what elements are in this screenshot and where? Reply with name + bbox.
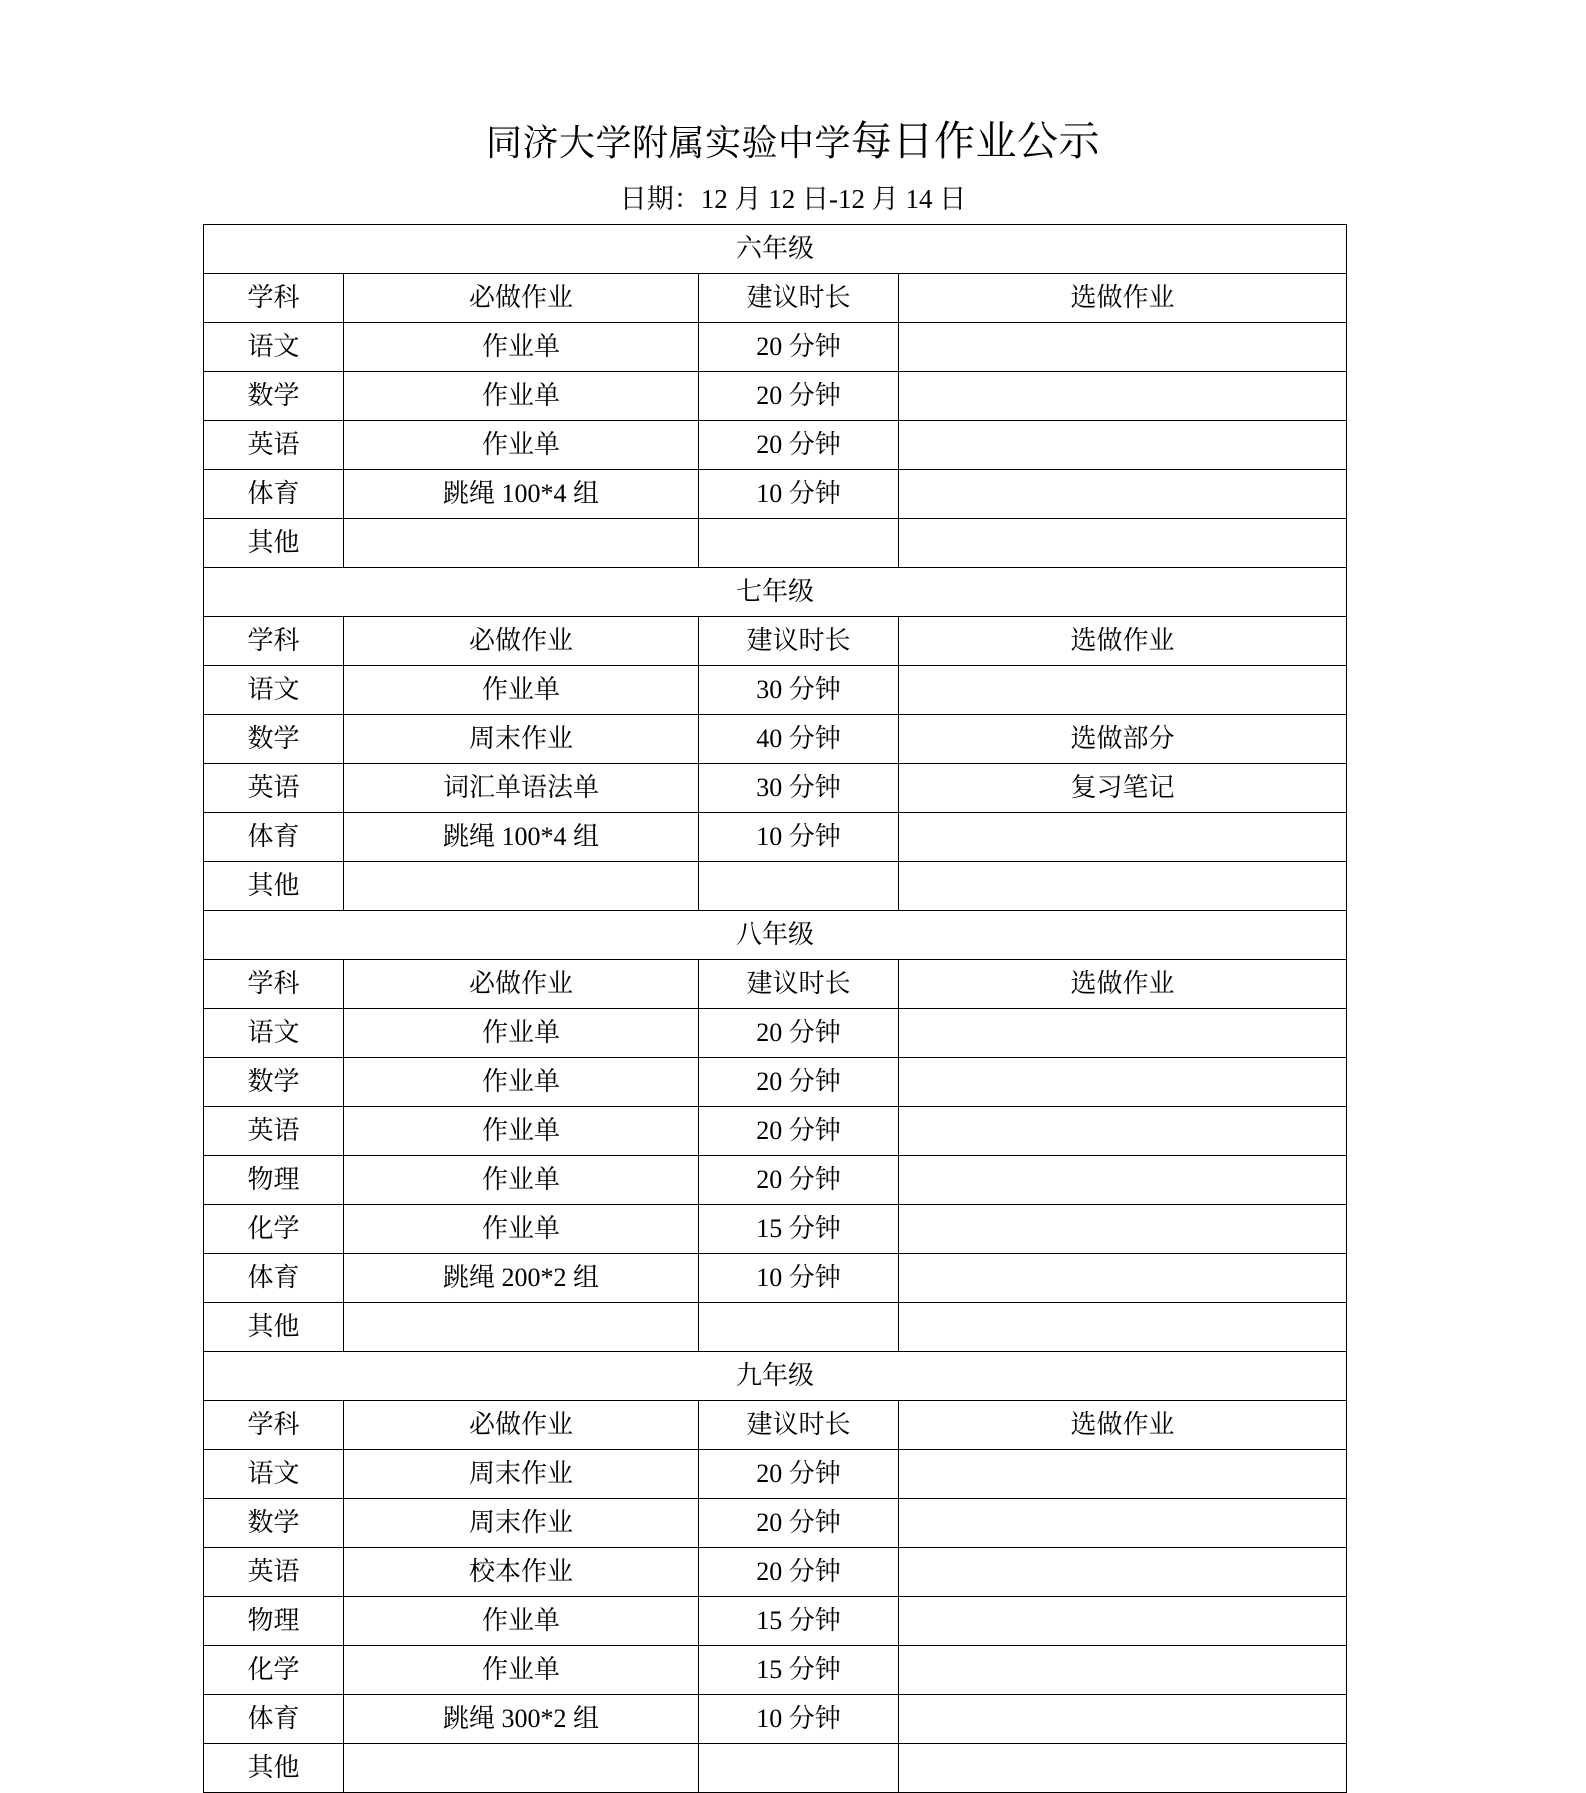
cell-optional: 复习笔记 xyxy=(899,764,1347,813)
cell-optional xyxy=(899,1744,1347,1793)
cell-duration: 40 分钟 xyxy=(699,715,899,764)
cell-duration: 30 分钟 xyxy=(699,764,899,813)
cell-subject: 英语 xyxy=(204,1107,344,1156)
cell-required: 作业单 xyxy=(344,323,699,372)
column-header-optional: 选做作业 xyxy=(899,1401,1347,1450)
cell-subject: 数学 xyxy=(204,1499,344,1548)
cell-subject: 其他 xyxy=(204,1744,344,1793)
cell-duration xyxy=(699,519,899,568)
table-row xyxy=(204,1058,1347,1107)
table-row xyxy=(204,1009,1347,1058)
cell-duration: 20 分钟 xyxy=(699,1156,899,1205)
cell-required: 跳绳 100*4 组 xyxy=(344,470,699,519)
cell-optional xyxy=(899,1058,1347,1107)
cell-required: 词汇单语法单 xyxy=(344,764,699,813)
cell-optional xyxy=(899,813,1347,862)
cell-duration: 15 分钟 xyxy=(699,1205,899,1254)
cell-optional xyxy=(899,421,1347,470)
column-header-required: 必做作业 xyxy=(344,617,699,666)
cell-optional xyxy=(899,862,1347,911)
table-row xyxy=(204,1303,1347,1352)
cell-optional xyxy=(899,1450,1347,1499)
column-header-subject: 学科 xyxy=(204,617,344,666)
cell-optional xyxy=(899,1597,1347,1646)
cell-required: 周末作业 xyxy=(344,715,699,764)
cell-optional xyxy=(899,666,1347,715)
grade-band-label: 七年级 xyxy=(204,568,1347,617)
cell-required: 校本作业 xyxy=(344,1548,699,1597)
cell-required xyxy=(344,862,699,911)
cell-optional xyxy=(899,1156,1347,1205)
table-row xyxy=(204,1646,1347,1695)
cell-subject: 体育 xyxy=(204,813,344,862)
cell-required: 作业单 xyxy=(344,421,699,470)
cell-required: 作业单 xyxy=(344,666,699,715)
cell-duration: 15 分钟 xyxy=(699,1597,899,1646)
table-row xyxy=(204,862,1347,911)
cell-subject: 数学 xyxy=(204,715,344,764)
column-header-row xyxy=(204,617,1347,666)
cell-subject: 体育 xyxy=(204,1254,344,1303)
cell-optional xyxy=(899,372,1347,421)
column-header-duration: 建议时长 xyxy=(699,960,899,1009)
column-header-row xyxy=(204,274,1347,323)
cell-optional xyxy=(899,323,1347,372)
cell-duration: 10 分钟 xyxy=(699,470,899,519)
cell-duration: 20 分钟 xyxy=(699,1450,899,1499)
column-header-subject: 学科 xyxy=(204,274,344,323)
cell-subject: 数学 xyxy=(204,372,344,421)
table-row xyxy=(204,1450,1347,1499)
cell-optional xyxy=(899,1499,1347,1548)
cell-required: 作业单 xyxy=(344,372,699,421)
cell-subject: 体育 xyxy=(204,470,344,519)
cell-subject: 英语 xyxy=(204,764,344,813)
date-range: 日期：12 月 12 日-12 月 14 日 xyxy=(619,184,967,215)
column-header-row xyxy=(204,1401,1347,1450)
page-title xyxy=(0,0,1586,165)
cell-required xyxy=(344,519,699,568)
homework-table xyxy=(203,224,1347,1793)
cell-required: 跳绳 300*2 组 xyxy=(344,1695,699,1744)
grade-band-row xyxy=(204,225,1347,274)
table-row xyxy=(204,1744,1347,1793)
cell-required: 跳绳 200*2 组 xyxy=(344,1254,699,1303)
cell-duration: 15 分钟 xyxy=(699,1646,899,1695)
column-header-optional: 选做作业 xyxy=(899,274,1347,323)
cell-subject: 其他 xyxy=(204,1303,344,1352)
table-row xyxy=(204,1205,1347,1254)
page-title-subject: 每日作业公示 xyxy=(851,118,1100,164)
cell-subject: 语文 xyxy=(204,323,344,372)
grade-band-row xyxy=(204,568,1347,617)
cell-subject: 化学 xyxy=(204,1646,344,1695)
cell-required: 跳绳 100*4 组 xyxy=(344,813,699,862)
cell-duration: 20 分钟 xyxy=(699,1107,899,1156)
cell-duration: 20 分钟 xyxy=(699,1009,899,1058)
cell-required: 作业单 xyxy=(344,1205,699,1254)
cell-subject: 其他 xyxy=(204,519,344,568)
grade-band-label: 八年级 xyxy=(204,911,1347,960)
cell-required: 周末作业 xyxy=(344,1499,699,1548)
cell-duration: 20 分钟 xyxy=(699,323,899,372)
column-header-required: 必做作业 xyxy=(344,960,699,1009)
cell-subject: 语文 xyxy=(204,1450,344,1499)
table-row xyxy=(204,519,1347,568)
grade-band-label: 六年级 xyxy=(204,225,1347,274)
cell-subject: 体育 xyxy=(204,1695,344,1744)
cell-optional xyxy=(899,1107,1347,1156)
table-row xyxy=(204,1499,1347,1548)
table-row xyxy=(204,323,1347,372)
cell-required: 作业单 xyxy=(344,1156,699,1205)
cell-subject: 语文 xyxy=(204,666,344,715)
cell-duration xyxy=(699,1303,899,1352)
grade-band-label: 九年级 xyxy=(204,1352,1347,1401)
cell-optional xyxy=(899,470,1347,519)
cell-optional: 选做部分 xyxy=(899,715,1347,764)
cell-duration: 20 分钟 xyxy=(699,1499,899,1548)
homework-table-body xyxy=(204,225,1347,1793)
table-row xyxy=(204,470,1347,519)
cell-subject: 语文 xyxy=(204,1009,344,1058)
column-header-duration: 建议时长 xyxy=(699,617,899,666)
cell-optional xyxy=(899,1695,1347,1744)
cell-optional xyxy=(899,519,1347,568)
column-header-duration: 建议时长 xyxy=(699,1401,899,1450)
cell-duration: 20 分钟 xyxy=(699,372,899,421)
cell-duration: 30 分钟 xyxy=(699,666,899,715)
grade-band-row xyxy=(204,911,1347,960)
cell-duration: 20 分钟 xyxy=(699,1058,899,1107)
cell-duration: 10 分钟 xyxy=(699,1254,899,1303)
cell-subject: 数学 xyxy=(204,1058,344,1107)
cell-required: 作业单 xyxy=(344,1009,699,1058)
table-row xyxy=(204,421,1347,470)
cell-optional xyxy=(899,1254,1347,1303)
column-header-subject: 学科 xyxy=(204,960,344,1009)
table-row xyxy=(204,1156,1347,1205)
cell-required: 作业单 xyxy=(344,1646,699,1695)
column-header-optional: 选做作业 xyxy=(899,960,1347,1009)
cell-required: 作业单 xyxy=(344,1058,699,1107)
column-header-required: 必做作业 xyxy=(344,274,699,323)
grade-band-row xyxy=(204,1352,1347,1401)
column-header-subject: 学科 xyxy=(204,1401,344,1450)
table-row xyxy=(204,715,1347,764)
cell-duration xyxy=(699,862,899,911)
cell-subject: 英语 xyxy=(204,1548,344,1597)
cell-duration: 20 分钟 xyxy=(699,421,899,470)
table-row xyxy=(204,1254,1347,1303)
cell-duration: 20 分钟 xyxy=(699,1548,899,1597)
cell-subject: 其他 xyxy=(204,862,344,911)
cell-duration: 10 分钟 xyxy=(699,1695,899,1744)
table-row xyxy=(204,666,1347,715)
cell-subject: 英语 xyxy=(204,421,344,470)
column-header-duration: 建议时长 xyxy=(699,274,899,323)
table-row xyxy=(204,1548,1347,1597)
cell-duration: 10 分钟 xyxy=(699,813,899,862)
page-title-school: 同济大学附属实验中学 xyxy=(485,123,851,163)
cell-optional xyxy=(899,1205,1347,1254)
table-row xyxy=(204,1695,1347,1744)
column-header-required: 必做作业 xyxy=(344,1401,699,1450)
cell-optional xyxy=(899,1303,1347,1352)
cell-required: 作业单 xyxy=(344,1597,699,1646)
cell-duration xyxy=(699,1744,899,1793)
column-header-optional: 选做作业 xyxy=(899,617,1347,666)
cell-required xyxy=(344,1744,699,1793)
cell-subject: 物理 xyxy=(204,1156,344,1205)
table-row xyxy=(204,813,1347,862)
cell-optional xyxy=(899,1646,1347,1695)
homework-table-wrap xyxy=(203,224,1346,1793)
column-header-row xyxy=(204,960,1347,1009)
cell-subject: 化学 xyxy=(204,1205,344,1254)
cell-subject: 物理 xyxy=(204,1597,344,1646)
cell-optional xyxy=(899,1548,1347,1597)
table-row xyxy=(204,372,1347,421)
cell-optional xyxy=(899,1009,1347,1058)
table-row xyxy=(204,1107,1347,1156)
cell-required: 作业单 xyxy=(344,1107,699,1156)
cell-required: 周末作业 xyxy=(344,1450,699,1499)
table-row xyxy=(204,1597,1347,1646)
cell-required xyxy=(344,1303,699,1352)
table-row xyxy=(204,764,1347,813)
